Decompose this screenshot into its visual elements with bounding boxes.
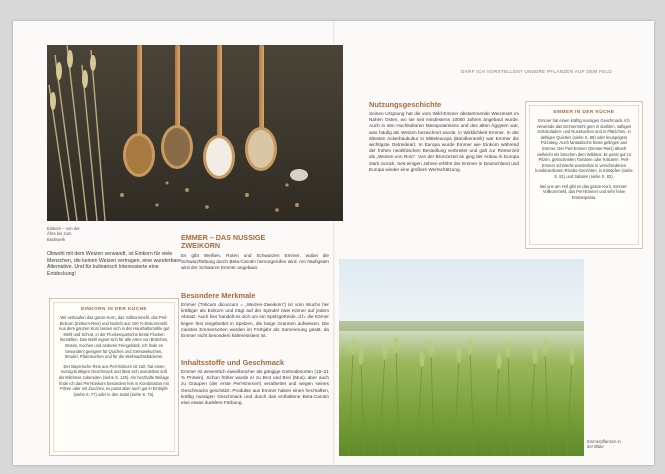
article-title-line: ZWEIKORN bbox=[181, 241, 221, 251]
section-heading: Inhaltsstoffe und Geschmack bbox=[181, 358, 285, 367]
emmer-kitchen-box bbox=[525, 101, 643, 249]
box-paragraph: Bei uns am Hof gibt es das ganze Korn, Emmer-Vollkornmehl, das Perl-Emmer und sehr feine Emmerpasta. bbox=[540, 183, 628, 200]
article-intro: Es gibt Weißen, Roten und Schwarzen Emmer, wobei die Schwarzfärbung durch Beta-Carotin hervorgerufen wird. Am häufigsten wird der Schwarze Emmer angebaut. bbox=[181, 253, 329, 271]
spoons-grain-photo bbox=[47, 45, 343, 221]
section-text: Emmer (Triticum dicoccum = „Weizen-Zweikorn“) ist vom Wuchs her kräftiger als Einkorn und trägt auf der Spindel zwei Körner auf jedem Absatz. Auch hier handelt es sich um ein Spelzgetreide, d.h. die Körner liegen fest eingebettet in Spelzen, die lange Grannen aufweisen. Die meisten Emmersorten werden im Frühjahr als Sommerung gesät, da Emmer nicht besonders kälteresistent ist. bbox=[181, 302, 329, 339]
spoons-illustration bbox=[47, 45, 343, 221]
emmer-field-photo bbox=[339, 259, 584, 456]
box-paragraph: Wir verkaufen das ganze Korn, das Vollkornmehl, das Perl-Einkorn (Einkorn-Reis) und Nudeln aus 100 % Einkornmehl. Aus dem ganzen Korn lassen sich in der Haushaltsmühle gut Mehl und Schrot, in der Flockenquetsche beste Flocken herstellen. Das Mehl eignet sich für alle Arten von Brötchen, Broten, Kuchen und anderen Feingebäck. Ich finde es besonders geeignet für Quiches und Gemüsekuchen, Strudel, Pfannkuchen und für die Weihnachtsbäckerei. bbox=[58, 315, 170, 360]
box-title: EMMER IN DER KÜCHE bbox=[553, 110, 615, 115]
field-caption: Emmerpflanzen in der Blüte bbox=[587, 439, 621, 450]
section-heading: Besondere Merkmale bbox=[181, 291, 256, 300]
section-text: Seinen Ursprung hat die vom Wild-Emmer abstammende Weizenart im Nahen Osten, wo sie seit mindestens 10000 Jahren angebaut wurde. Auch in den Hochkulturen Mesopotamiens und des alten Ägypten war, was häufig als Weizen bezeichnet wurde, in Wirklichkeit Emmer. In der ältesten Ackerbaukultur in Mitteleuropa (Bandkeramik) war Emmer die wichtigste Getreideart. In Europa wurde Emmer wie Einkorn während der frühen neolithischen Besiedlung verbreitet und galt zur Römerzeit als „Weizen von Rom“. Von der Bronzezeit an ging der Anbau in Europa stark zurück. Seit einigen Jahren erfährt der Emmer in Deutschland und Europa wieder eine größere Wertschätzung. bbox=[369, 111, 519, 172]
book-spread bbox=[13, 21, 654, 465]
einkorn-kitchen-box bbox=[49, 298, 179, 456]
section-text: Emmer ist wesentlich eiweißreicher als gängige Getreidesorten (15–21 % Protein). Schon früher wurde er zu Brot und Brei (Mus), aber auch zu Graupen (der erste Perl-Emmer!) verarbeitet und wegen seines Geschmacks geschätzt. Produkte aus Emmer haben einen herzhaften, kräftig nussigen Geschmack und durch das enthaltene Beta-Carotin eine etwas dunklere Färbung. bbox=[181, 369, 329, 406]
box-paragraph: Emmer hat einen kräftig nussigen Geschmack. Ich verwende das Emmermehl gern in dunklen, saftigen Schokoladen- und Nusskuchen und in Plätzchen, in deftigen Quiches (siehe S. 98) oder knusprigem Pizzateig. Auch fantastische Brote gelingen aus Emmer. Der Perl-Emmer (Emmer-Reis) ähnelt vielleicht ein bisschen dem Wildreis. Er passt gut zu Pilzen, getrockneten Tomaten oder Kräutern. Perl-Emmer schmeckt wunderbar in verschiedenen kombinierbaren Risotto-Gerichten, in Eintöpfen (siehe S. 81) und Salaten (siehe S. 82). bbox=[535, 118, 633, 179]
article-title bbox=[181, 234, 331, 251]
box-title: EINKORN IN DER KÜCHE bbox=[80, 307, 148, 312]
section-heading: Nutzungsgeschichte bbox=[369, 100, 442, 109]
field-illustration bbox=[339, 259, 584, 456]
intro-text: Obwohl mit dem Weizen verwandt, ist Einkorn für viele Menschen, die keinen Weizen vertragen, eine wunderbare Alternative. Und für kulinarisch Interessierte eine Entdeckung! bbox=[47, 251, 181, 277]
box-paragraph: Der Bayerische Reis aus Perl-Einkorn ist zart, hat einen nussig-buttrigen Geschmack und lässt sich wunderbar süß als Milchreis zubereiten (siehe S. 125). Als herzhafte Beilage finde ich das Perl-Einkorn besonders fein in Kombination mit Pilzen oder mit Zucchini, es passt aber auch gut in Eintöpfe (siehe S. 77) oder in den Salat (siehe S. 75). bbox=[58, 363, 170, 397]
article-title-line: EMMER – DAS NUSSIGE bbox=[181, 233, 266, 242]
running-head: DARF ICH VORSTELLEN? UNSERE PFLANZEN AUF DEM FELD bbox=[461, 69, 613, 74]
photo-caption: Einkorn – von der Ähre bis zum Backwerk bbox=[47, 226, 80, 242]
